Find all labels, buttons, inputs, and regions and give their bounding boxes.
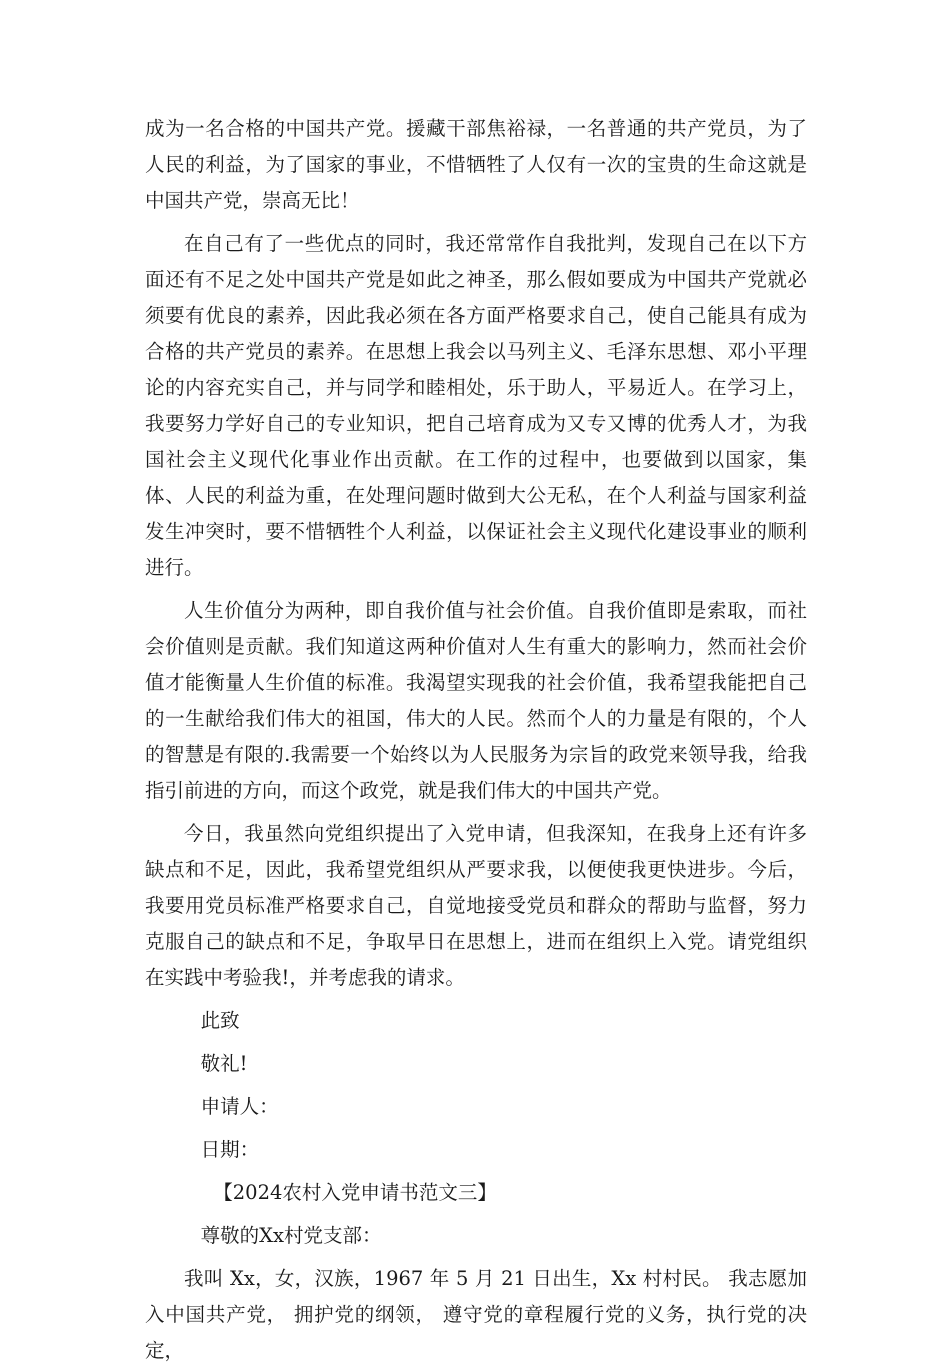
paragraph-4: 今日，我虽然向党组织提出了入党申请，但我深知，在我身上还有许多缺点和不足，因此，我希望党组织从严要求我，以便使我更快进步。今后，我要用党员标准严格要求自己，自觉地接受党员和群众的帮助与监督，努力克服自己的缺点和不足，争取早日在思想上，进而在组织上入党。请党组织在实践中考验我!，并考虑我的请求。 [145, 822, 807, 989]
final-paragraph: 我叫 Xx，女，汉族，1967 年 5 月 21 日出生，Xx 村村民。 我志愿加入中国共产党， 拥护党的纲领， 遵守党的章程履行党的义务，执行党的决定， [145, 1267, 807, 1362]
paragraph-1: 成为一名合格的中国共产党。援藏干部焦裕禄，一名普通的共产党员，为了人民的利益，为了国家的事业，不惜牺牲了人仅有一次的宝贵的生命这就是中国共产党，崇高无比！ [145, 117, 807, 212]
section-title: 【2024农村入党申请书范文三】 [213, 1181, 497, 1204]
closing-regards: 敬礼! [200, 1052, 248, 1075]
date-label: 日期： [200, 1138, 260, 1161]
letter-body [145, 111, 807, 1369]
applicant-label: 申请人： [200, 1095, 279, 1118]
paragraph-3: 人生价值分为两种，即自我价值与社会价值。自我价值即是索取，而社会价值则是贡献。我们知道这两种价值对人生有重大的影响力，然而社会价值才能衡量人生价值的标准。我渴望实现我的社会价值，我希望我能把自己的一生献给我们伟大的祖国，伟大的人民。然而个人的力量是有限的，个人的智慧是有限的.我需要一个始终以为人民服务为宗旨的政党来领导我，给我指引前进的方向，而这个政党，就是我们伟大的中国共产党。 [145, 599, 807, 802]
addressee: 尊敬的Xx村党支部： [200, 1224, 382, 1247]
paragraph-2: 在自己有了一些优点的同时，我还常常作自我批判，发现自己在以下方面还有不足之处中国共产党是如此之神圣，那么假如要成为中国共产党就必须要有优良的素养，因此我必须在各方面严格要求自己，使自己能具有成为合格的共产党员的素养。在思想上我会以马列主义、毛泽东思想、邓小平理论的内容充实自己，并与同学和睦相处，乐于助人，平易近人。在学习上，我要努力学好自己的专业知识，把自己培育成为又专又博的优秀人才，为我国社会主义现代化事业作出贡献。在工作的过程中，也要做到以国家，集体、人民的利益为重，在处理问题时做到大公无私，在个人利益与国家利益发生冲突时，要不惜牺牲个人利益，以保证社会主义现代化建设事业的顺利进行。 [145, 232, 807, 579]
closing-salutation: 此致 [200, 1009, 240, 1032]
